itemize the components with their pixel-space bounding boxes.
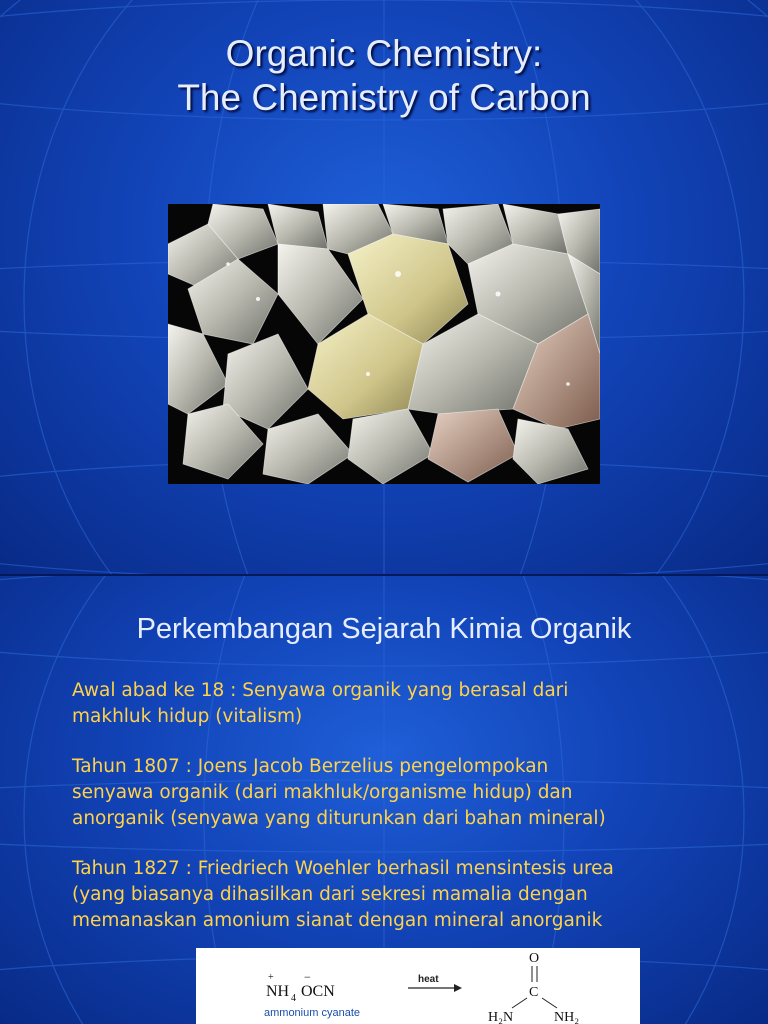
history-paragraph-1807: Tahun 1807 : Joens Jacob Berzelius pengelompokan senyawa organik (dari makhluk/organisme hidup) dan anorganik (senyawa yang diturunkan dari bahan mineral)	[72, 756, 606, 829]
reactant-nh: NH	[266, 983, 290, 1000]
reactant-name: ammonium cyanate	[264, 1007, 360, 1019]
slide-2	[0, 576, 768, 1024]
product-oxygen: O	[529, 951, 540, 966]
reactant-ocn: OCN	[301, 983, 335, 1000]
minus-charge: −	[304, 970, 311, 984]
history-paragraph-1718: Awal abad ke 18 : Senyawa organik yang berasal dari makhluk hidup (vitalism)	[72, 680, 569, 727]
slide-title	[0, 32, 768, 120]
arrow-label: heat	[418, 974, 439, 985]
plus-charge: +	[268, 972, 274, 983]
reaction-arrow	[408, 984, 462, 992]
history-paragraph-1827: Tahun 1827 : Friedriech Woehler berhasil mensintesis urea (yang biasanya dihasilkan dari sekresi mamalia dengan memanaskan amonium sianat dengan mineral anorganik	[72, 858, 614, 931]
product-h2n: H₂N	[488, 1010, 514, 1024]
reaction-diagram	[196, 948, 640, 1024]
reactant-subscript: 4	[291, 993, 296, 1004]
title-line-2: The Chemistry of Carbon	[177, 77, 591, 118]
product-nh2: NH₂	[554, 1010, 580, 1024]
section-title: Perkembangan Sejarah Kimia Organik	[136, 613, 632, 645]
title-line-1: Organic Chemistry:	[225, 33, 543, 74]
diamond-crystals-photo	[168, 204, 600, 484]
urea-synthesis-reaction	[196, 948, 640, 1024]
crystals-illustration	[168, 204, 600, 484]
product-carbon: C	[529, 985, 539, 1000]
